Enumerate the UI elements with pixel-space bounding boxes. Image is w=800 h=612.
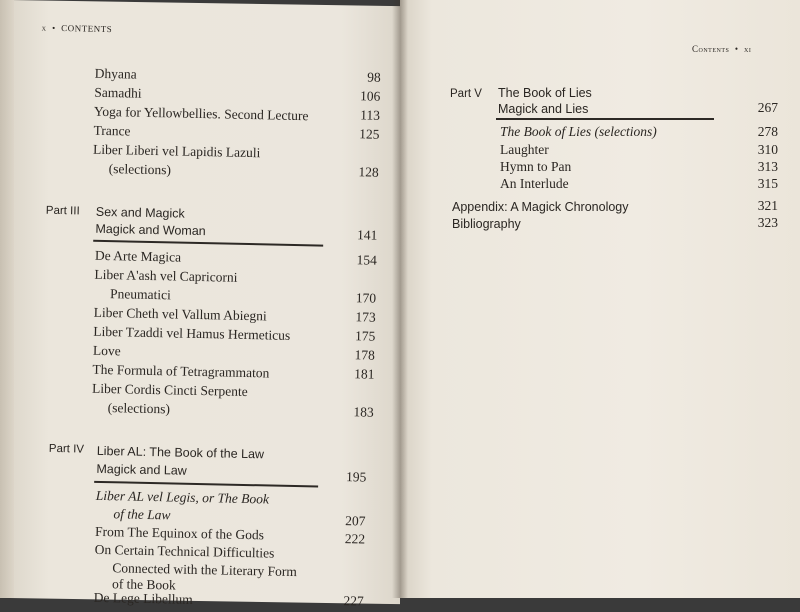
toc-entry: Hymn to Pan [500, 159, 572, 174]
toc-page: 227 [343, 593, 364, 609]
toc-entry: Liber Cordis Cincti Serpente [91, 380, 248, 400]
toc-page: 183 [353, 404, 374, 420]
toc-page: 222 [344, 531, 366, 547]
part-title: The Book of Lies [498, 86, 592, 100]
part-rule [496, 118, 714, 120]
toc-page: 267 [757, 100, 778, 115]
left-page-number: x [41, 22, 47, 33]
toc-entry: Laughter [500, 142, 549, 157]
part-title: Liber AL: The Book of the Law [96, 443, 265, 462]
toc-page: 154 [356, 252, 378, 268]
toc-page: 128 [358, 164, 379, 180]
bibliography-entry: Bibliography [452, 217, 521, 231]
toc-entry: From The Equinox of the Gods [94, 523, 265, 543]
toc-entry: The Book of Lies (selections) [500, 124, 657, 139]
toc-entry: An Interlude [500, 176, 569, 191]
toc-page: 313 [757, 159, 778, 174]
right-running-head [692, 44, 751, 54]
toc-page: 173 [355, 309, 376, 325]
toc-page: 195 [345, 469, 367, 485]
toc-entry: Liber Cheth vel Vallum Abiegni [93, 304, 267, 324]
header-bullet: • [51, 22, 56, 33]
toc-entry: Liber AL vel Legis, or The Book [95, 487, 270, 507]
toc-page: 323 [757, 215, 778, 230]
toc-page: 178 [354, 347, 376, 363]
toc-entry: of the Law [113, 506, 171, 523]
toc-page: 125 [359, 126, 380, 142]
toc-page: 181 [354, 366, 375, 382]
toc-entry: Yoga for Yellowbellies. Second Lecture [93, 103, 309, 124]
toc-entry: (selections) [107, 400, 171, 417]
toc-entry: Pneumatici [109, 286, 172, 303]
toc-page: 175 [354, 328, 376, 344]
toc-entry: De Lege Libellum [93, 589, 193, 607]
toc-page: 98 [367, 69, 381, 85]
toc-page: 106 [359, 88, 381, 104]
toc-entry: Connected with the Literary Form [112, 560, 297, 580]
toc-entry: Samadhi [94, 84, 142, 101]
toc-entry: Liber A'ash vel Capricorni [94, 266, 238, 285]
toc-entry: The Formula of Tetragrammaton [92, 361, 270, 381]
toc-page: 113 [360, 107, 381, 123]
part-subtitle: Magick and Lies [498, 102, 589, 116]
part-subtitle: Magick and Law [96, 461, 187, 478]
toc-page: 321 [757, 198, 778, 213]
toc-entry: Dhyana [94, 65, 137, 82]
toc-page: 170 [355, 290, 377, 306]
left-section-name: CONTENTS [61, 23, 113, 35]
right-section-name: Contents [692, 44, 730, 54]
toc-page: 141 [356, 227, 378, 243]
toc-page: 278 [757, 124, 778, 139]
header-bullet: • [734, 44, 739, 54]
toc-entry: (selections) [108, 161, 172, 178]
toc-page: 207 [345, 513, 366, 529]
toc-entry: De Arte Magica [94, 247, 182, 265]
toc-entry: On Certain Technical Difficulties [94, 541, 275, 561]
toc-entry: Trance [93, 122, 131, 139]
toc-page: 310 [757, 142, 778, 157]
right-page-number: xi [744, 44, 752, 54]
toc-entry: Liber Tzaddi vel Hamus Hermeticus [93, 323, 291, 343]
part-title: Sex and Magick [95, 204, 185, 221]
part-label: Part IV [48, 442, 85, 456]
part-label: Part III [45, 204, 80, 218]
toc-page: 315 [757, 176, 778, 191]
part-label: Part V [450, 88, 482, 100]
part-subtitle: Magick and Woman [95, 221, 206, 239]
toc-entry: Love [92, 342, 121, 359]
toc-entry: of the Book [111, 576, 176, 593]
toc-entry: Liber Liberi vel Lapidis Lazuli [92, 141, 261, 161]
appendix-entry: Appendix: A Magick Chronology [452, 200, 629, 214]
